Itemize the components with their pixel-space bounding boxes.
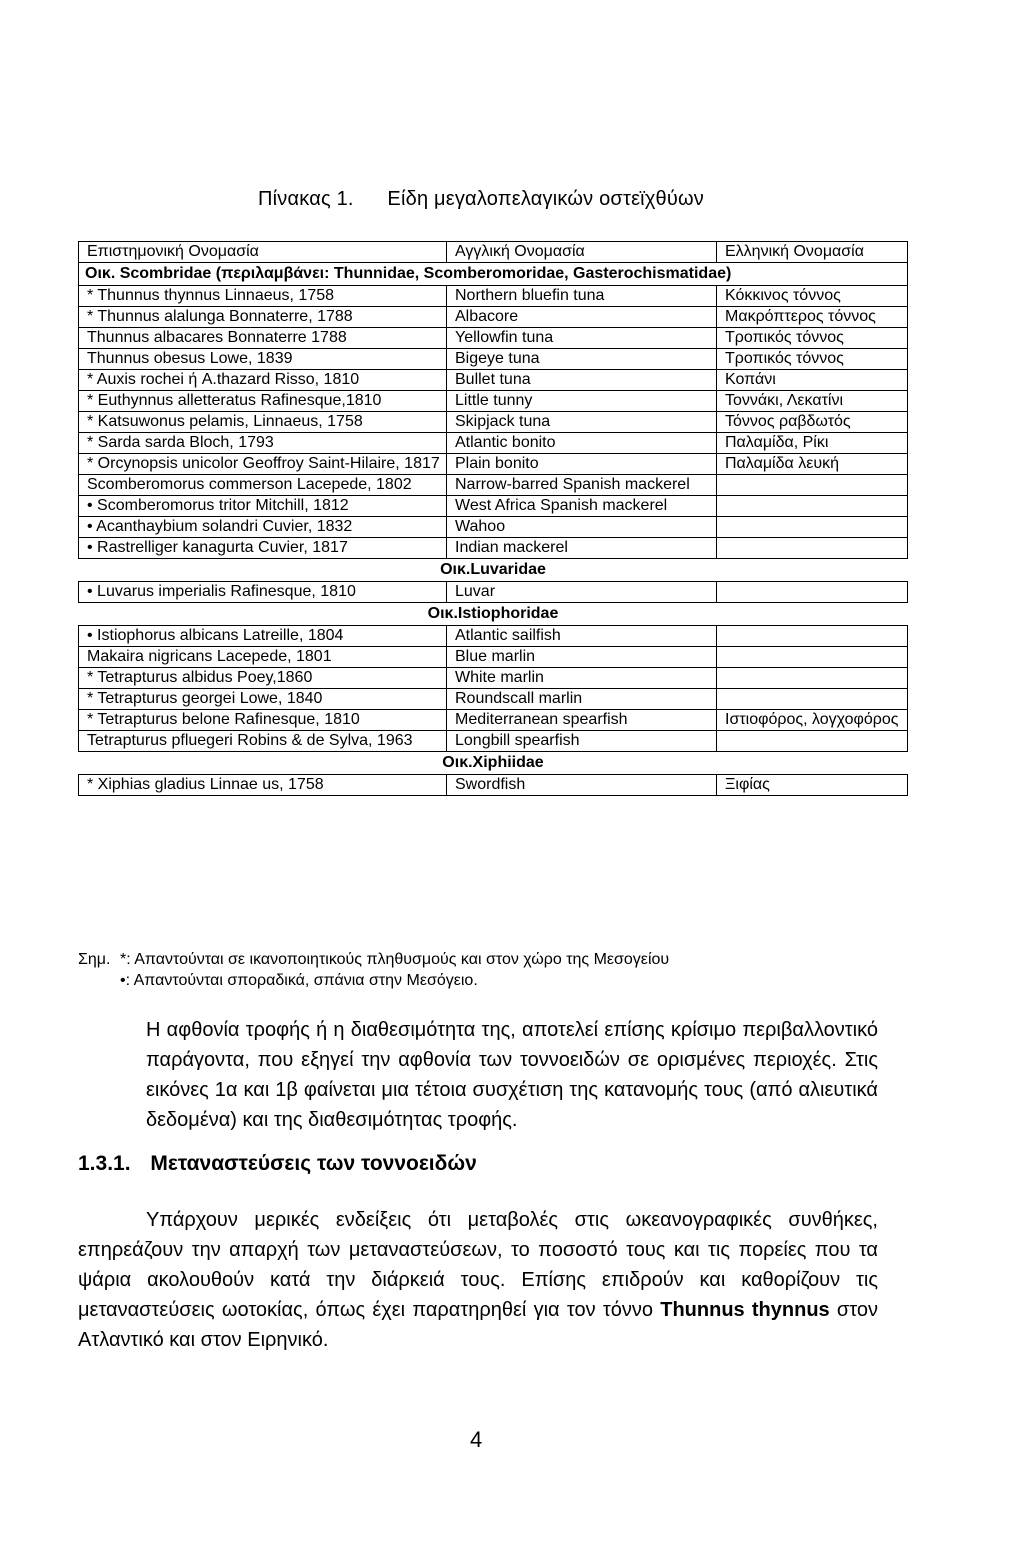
greek-name-cell: Τροπικός τόννος: [717, 328, 908, 349]
english-name-cell: Luvar: [447, 582, 717, 603]
scientific-name-cell: * Katsuwonus pelamis, Linnaeus, 1758: [79, 412, 447, 433]
english-name-cell: Bullet tuna: [447, 370, 717, 391]
table-notes: [78, 949, 898, 991]
english-name-cell: Blue marlin: [447, 647, 717, 668]
english-name-cell: Atlantic sailfish: [447, 626, 717, 647]
note-star: *: Απαντούνται σε ικανοποιητικούς πληθυσμούς και στον χώρο της Μεσογείου: [120, 951, 670, 968]
english-name-cell: West Africa Spanish mackerel: [447, 496, 717, 517]
table-row: [79, 370, 908, 391]
english-name-cell: Northern bluefin tuna: [447, 286, 717, 307]
table-row: [79, 433, 908, 454]
scientific-name-cell: * Euthynnus alletteratus Rafinesque,1810: [79, 391, 447, 412]
family-row: [79, 559, 908, 582]
column-header: Αγγλική Ονομασία: [447, 242, 717, 263]
table-row: [79, 391, 908, 412]
english-name-cell: Swordfish: [447, 775, 717, 796]
table-row: [79, 454, 908, 475]
english-name-cell: Longbill spearfish: [447, 731, 717, 752]
scientific-name-cell: • Scomberomorus tritor Mitchill, 1812: [79, 496, 447, 517]
family-name: Οικ.Luvaridae: [440, 561, 546, 578]
table-row: [79, 668, 908, 689]
english-name-cell: Narrow-barred Spanish mackerel: [447, 475, 717, 496]
table-header-row: [79, 242, 908, 263]
greek-name-cell: [717, 731, 908, 752]
scientific-name-cell: • Luvarus imperialis Rafinesque, 1810: [79, 582, 447, 603]
section-heading: [78, 1152, 477, 1176]
greek-name-cell: [717, 538, 908, 559]
scientific-name-cell: * Thunnus thynnus Linnaeus, 1758: [79, 286, 447, 307]
table-row: [79, 412, 908, 433]
family-name: Οικ.Istiophoridae: [427, 605, 559, 622]
column-header: Επιστημονική Ονομασία: [79, 242, 447, 263]
english-name-cell: Skipjack tuna: [447, 412, 717, 433]
english-name-cell: Atlantic bonito: [447, 433, 717, 454]
greek-name-cell: Κοπάνι: [717, 370, 908, 391]
greek-name-cell: Τόννος ραβδωτός: [717, 412, 908, 433]
english-name-cell: Mediterranean spearfish: [447, 710, 717, 731]
english-name-cell: Plain bonito: [447, 454, 717, 475]
caption-number: Πίνακας 1.: [258, 188, 354, 210]
english-name-cell: Albacore: [447, 307, 717, 328]
notes-label: Σημ.: [78, 951, 111, 968]
greek-name-cell: Ιστιοφόρος, λογχοφόρος: [717, 710, 908, 731]
table-row: [79, 731, 908, 752]
family-row: [79, 752, 908, 775]
family-row: [79, 263, 908, 286]
table-caption: [258, 188, 704, 211]
page-number: 4: [470, 1427, 483, 1452]
column-header: Ελληνική Ονομασία: [717, 242, 908, 263]
greek-name-cell: Ξιφίας: [717, 775, 908, 796]
english-name-cell: White marlin: [447, 668, 717, 689]
body-paragraph-2: [78, 1205, 878, 1355]
scientific-name-cell: Makaira nigricans Lacepede, 1801: [79, 647, 447, 668]
table-row: [79, 286, 908, 307]
english-name-cell: Indian mackerel: [447, 538, 717, 559]
greek-name-cell: [717, 582, 908, 603]
scientific-name-cell: • Acanthaybium solandri Cuvier, 1832: [79, 517, 447, 538]
table-row: [79, 582, 908, 603]
greek-name-cell: [717, 647, 908, 668]
english-name-cell: Bigeye tuna: [447, 349, 717, 370]
english-name-cell: Yellowfin tuna: [447, 328, 717, 349]
greek-name-cell: Τροπικός τόννος: [717, 349, 908, 370]
greek-name-cell: [717, 626, 908, 647]
greek-name-cell: Τοννάκι, Λεκατίνι: [717, 391, 908, 412]
table-row: [79, 307, 908, 328]
scientific-name-cell: Scomberomorus commerson Lacepede, 1802: [79, 475, 447, 496]
table-row: [79, 517, 908, 538]
english-name-cell: Roundscall marlin: [447, 689, 717, 710]
scientific-name-cell: * Tetrapturus albidus Poey,1860: [79, 668, 447, 689]
body-paragraph-1: Η αφθονία τροφής ή η διαθεσιμότητα της, αποτελεί επίσης κρίσιμο περιβαλλοντικό παράγοντα, που εξηγεί την αφθονία των τοννοειδών σε ορισμένες περιοχές. Στις εικόνες 1α και 1β φαίνεται μια τέτοια συσχέτιση της κατανομής τους (από αλιευτικά δεδομένα) και της διαθεσιμότητας τροφής.: [146, 1019, 878, 1131]
greek-name-cell: Κόκκινος τόννος: [717, 286, 908, 307]
family-name: Οικ.Xiphiidae: [442, 754, 544, 771]
greek-name-cell: [717, 668, 908, 689]
greek-name-cell: Παλαμίδα λευκή: [717, 454, 908, 475]
table-row: [79, 647, 908, 668]
table-row: [79, 475, 908, 496]
scientific-name-cell: Thunnus obesus Lowe, 1839: [79, 349, 447, 370]
table-row: [79, 496, 908, 517]
table-row: [79, 689, 908, 710]
greek-name-cell: [717, 689, 908, 710]
scientific-name-cell: * Thunnus alalunga Bonnaterre, 1788: [79, 307, 447, 328]
scientific-name-cell: Thunnus albacares Bonnaterre 1788: [79, 328, 447, 349]
note-dot: •: Απαντούνται σποραδικά, σπάνια στην Μεσόγειο.: [120, 972, 478, 989]
greek-name-cell: Μακρόπτερος τόννος: [717, 307, 908, 328]
paragraph2-text: Υπάρχουν μερικές ενδείξεις ότι μεταβολές στις ωκεανογραφικές συνθήκες, επηρεάζουν την απαρχή των μεταναστεύσεων, το ποσοστό τους και τις πορείες που τα ψάρια ακολουθούν κατά την διάρκειά τους. Επίσης επιδρούν και καθορίζουν τις μεταναστεύσεις ωοτοκίας, όπως έχει παρατηρηθεί για τον τόννο: [78, 1209, 878, 1321]
scientific-name-cell: * Sarda sarda Bloch, 1793: [79, 433, 447, 454]
table-row: [79, 626, 908, 647]
scientific-name-cell: * Xiphias gladius Linnae us, 1758: [79, 775, 447, 796]
table-row: [79, 328, 908, 349]
paragraph2-species: Thunnus thynnus: [660, 1299, 830, 1321]
caption-title: Είδη μεγαλοπελαγικών οστεϊχθύων: [387, 188, 705, 210]
greek-name-cell: [717, 475, 908, 496]
greek-name-cell: [717, 496, 908, 517]
table-row: [79, 775, 908, 796]
greek-name-cell: Παλαμίδα, Ρίκι: [717, 433, 908, 454]
family-name: Οικ. Scombridae (περιλαμβάνει: Thunnidae, Scomberomoridae, Gasterochismatidae): [79, 263, 908, 286]
table-row: [79, 710, 908, 731]
family-row: [79, 603, 908, 626]
section-title-text: Μεταναστεύσεις των τοννοειδών: [150, 1152, 477, 1175]
section-number: 1.3.1.: [78, 1152, 131, 1175]
species-table: [78, 241, 908, 796]
scientific-name-cell: * Auxis rochei ή A.thazard Risso, 1810: [79, 370, 447, 391]
scientific-name-cell: * Tetrapturus georgei Lowe, 1840: [79, 689, 447, 710]
english-name-cell: Wahoo: [447, 517, 717, 538]
scientific-name-cell: * Orcynopsis unicolor Geoffroy Saint-Hilaire, 1817: [79, 454, 447, 475]
scientific-name-cell: Tetrapturus pfluegeri Robins & de Sylva, 1963: [79, 731, 447, 752]
greek-name-cell: [717, 517, 908, 538]
scientific-name-cell: • Rastrelliger kanagurta Cuvier, 1817: [79, 538, 447, 559]
paragraph2-tail: στον Ατλαντικό και στον Ειρηνικό.: [78, 1299, 879, 1351]
scientific-name-cell: * Tetrapturus belone Rafinesque, 1810: [79, 710, 447, 731]
scientific-name-cell: • Istiophorus albicans Latreille, 1804: [79, 626, 447, 647]
english-name-cell: Little tunny: [447, 391, 717, 412]
table-row: [79, 349, 908, 370]
table-row: [79, 538, 908, 559]
